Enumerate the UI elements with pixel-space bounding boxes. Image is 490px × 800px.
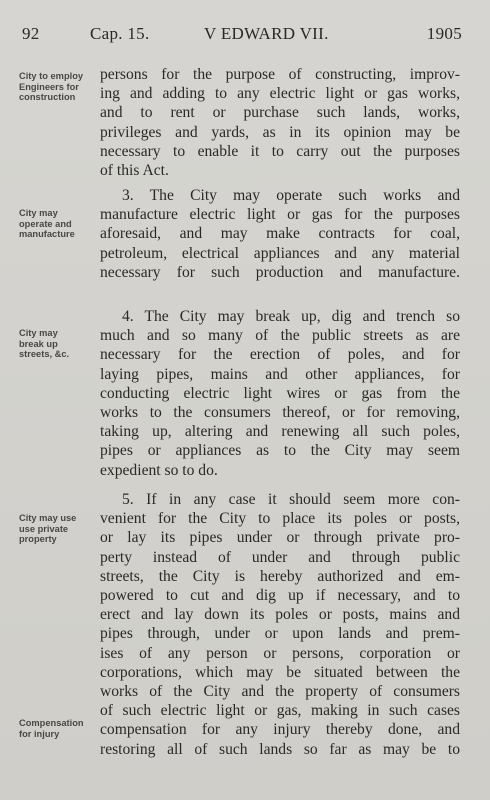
- side-note-line: Engineers for: [19, 81, 79, 92]
- text-line: or lay its pipes under or through private pro-: [100, 529, 460, 547]
- side-note-line: use private: [19, 523, 69, 534]
- reign-label: V EDWARD VII.: [204, 24, 329, 43]
- text-line: aforesaid, and may make contracts for coal,: [100, 225, 460, 243]
- side-note-line: operate and: [19, 218, 72, 229]
- side-note-line: manufacture: [19, 229, 75, 239]
- side-note-line: City to employ: [19, 71, 84, 81]
- side-note-line: City may: [19, 208, 58, 218]
- text-line: laying pipes, mains and other appliances, for: [100, 365, 460, 383]
- text-line: 3. The City may operate such works and: [122, 187, 460, 204]
- text-line: ises of any person or persons, corporation or: [100, 644, 460, 662]
- side-note-line: break up: [19, 338, 58, 349]
- text-line: works of the City and the property of consumers: [100, 683, 460, 701]
- text-line: corporations, which may be situated between the: [100, 663, 460, 681]
- section-5-paragraph: [100, 490, 460, 759]
- text-line: perty instead of under and through public: [100, 548, 460, 566]
- side-note-break-streets: [19, 328, 99, 360]
- chapter-label: Cap. 15.: [90, 24, 150, 43]
- text-line: of such electric light or gas, making in such cases: [100, 702, 460, 720]
- side-note-employ-engineers: [19, 71, 99, 103]
- text-line: restoring all of such lands so far as may be to: [100, 740, 460, 758]
- side-note-private-property: [19, 513, 99, 545]
- text-line: pipes through, under or upon lands and prem-: [100, 625, 460, 643]
- text-line: manufacture electric light or gas for the purposes: [100, 206, 460, 224]
- text-line: necessary for such production and manufacture.: [100, 263, 460, 281]
- side-note-line: Compensation: [19, 718, 84, 728]
- side-note-line: streets, &c.: [19, 349, 70, 359]
- section-3-paragraph: [100, 186, 460, 282]
- side-note-line: City may: [19, 328, 58, 338]
- text-line: necessary to enable it to carry out the purposes: [100, 142, 460, 160]
- text-line: privileges and yards, as in its opinion may be: [100, 123, 460, 141]
- side-note-line: for injury: [19, 728, 60, 739]
- paragraph-continuation: [100, 65, 460, 180]
- page-number: 92: [22, 24, 40, 43]
- text-line: venient for the City to place its poles or posts,: [100, 510, 460, 528]
- text-line: taking up, altering and renewing all such poles,: [100, 423, 460, 441]
- text-line: pipes or appliances as to the City may seem: [100, 442, 460, 460]
- text-line: streets, the City is hereby authorized and em-: [100, 567, 460, 585]
- text-line: necessary for the erection of poles, and for: [100, 346, 460, 364]
- text-line: 4. The City may break up, dig and trench so: [122, 308, 460, 325]
- text-line: compensation for any injury thereby done, and: [100, 721, 460, 739]
- section-4-paragraph: [100, 307, 460, 480]
- side-note-operate-manufacture: [19, 208, 99, 240]
- text-line: expedient so to do.: [100, 461, 218, 479]
- side-note-line: property: [19, 534, 57, 544]
- text-line: works to the consumers thereof, or for removing,: [100, 404, 460, 422]
- side-note-line: City may use: [19, 513, 77, 523]
- text-line: much and so many of the public streets as are: [100, 327, 460, 345]
- side-note-compensation: [19, 718, 99, 739]
- year-label: 1905: [426, 24, 462, 43]
- side-note-line: construction: [19, 92, 76, 102]
- text-line: persons for the purpose of constructing, improv-: [100, 66, 460, 83]
- text-line: ing and adding to any electric light or gas works,: [100, 85, 460, 103]
- text-line: and to rent or purchase such lands, works,: [100, 104, 460, 122]
- text-line: conducting electric light wires or gas from the: [100, 384, 460, 402]
- text-line: erect and lay down its poles or posts, mains and: [100, 606, 460, 624]
- running-header: [22, 24, 462, 46]
- text-line: powered to cut and dig up if necessary, and to: [100, 587, 460, 605]
- text-line: 5. If in any case it should seem more con-: [122, 491, 460, 508]
- text-line: of this Act.: [100, 162, 169, 180]
- text-line: petroleum, electrical appliances and any material: [100, 244, 460, 262]
